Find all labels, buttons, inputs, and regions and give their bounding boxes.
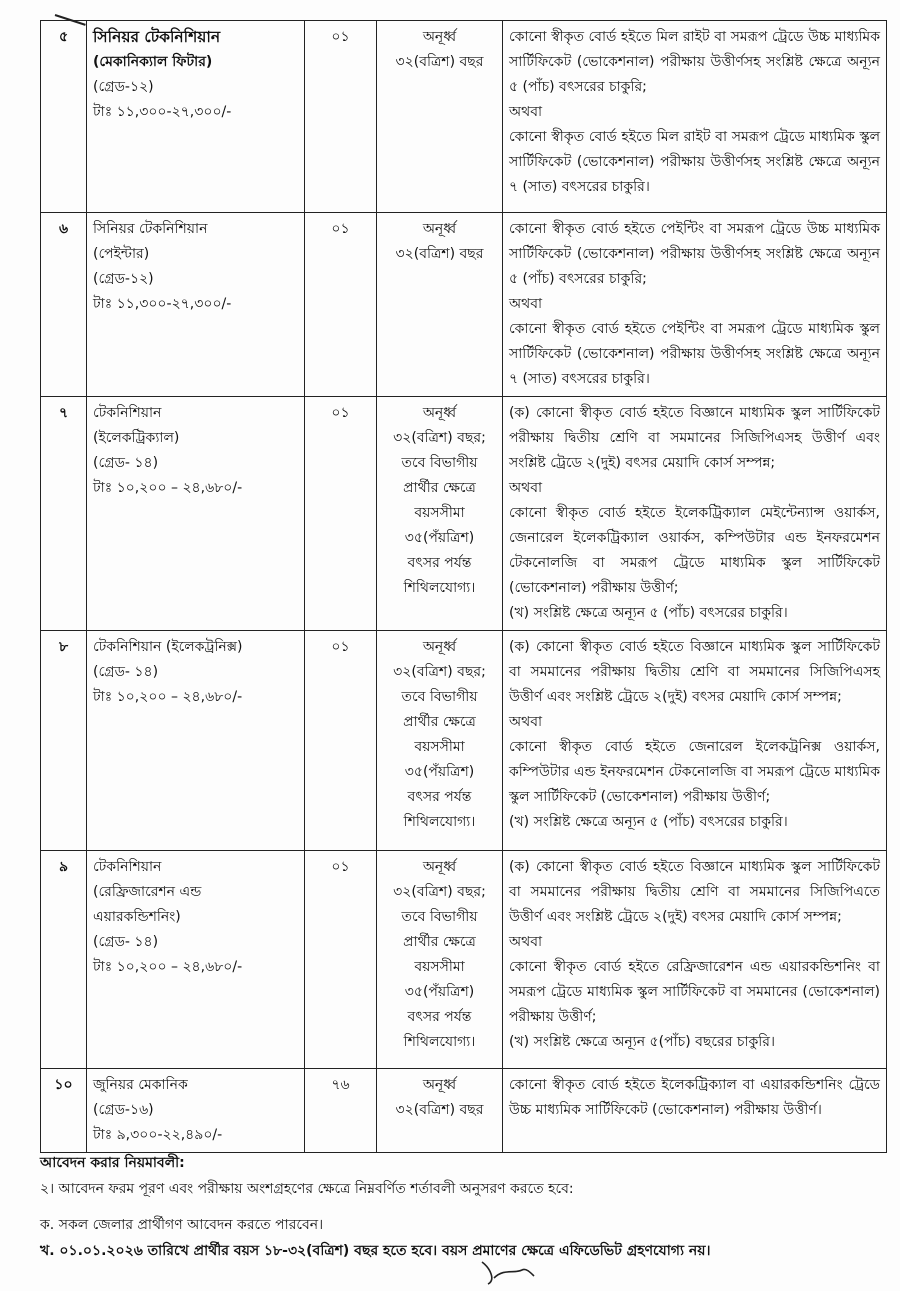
qualification-experience: (খ) সংশ্লিষ্ট ক্ষেত্রে অন্যূন ৫(পাঁচ) বছরের চাকুরি। — [509, 1034, 776, 1050]
age-limit-line: প্রার্থীর ক্ষেত্রে — [403, 480, 476, 496]
post-grade: (গ্রেড- ১৪) — [93, 664, 159, 680]
age-limit-line: অনূর্ধ্ব — [422, 1077, 457, 1093]
table-row — [41, 397, 887, 631]
age-limit-line: ৩২(বত্রিশ) বছর — [395, 1102, 484, 1118]
age-limit-line: অনূর্ধ্ব — [422, 859, 457, 875]
qualification-text: কোনো স্বীকৃত বোর্ড হইতে পেইন্টিং বা সমরূপ ট্রেডে উচ্চ মাধ্যমিক সার্টিফিকেট (ভোকেশনাল) পরীক্ষায় উত্তীর্ণসহ সংশ্লিষ্ট ক্ষেত্রে অন্যূন ৫ (পাঁচ) বৎসরের চাকুরি; — [509, 221, 880, 287]
age-limit-line: ৩২(বত্রিশ) বছর; — [393, 884, 486, 900]
age-limit-line: ৩৫(পঁয়ত্রিশ) — [404, 984, 475, 1000]
rules-line: ২। আবেদন ফরম পূরণ এবং পরীক্ষায় অংশগ্রহণের ক্ষেত্রে নিম্নবর্ণিত শর্তাবলী অনুসরণ করতে হবে: — [40, 1181, 574, 1197]
post-grade: (গ্রেড- ১৪) — [93, 934, 159, 950]
job-table-body — [41, 21, 887, 1153]
qualification-experience: (খ) সংশ্লিষ্ট ক্ষেত্রে অন্যূন ৫ (পাঁচ) বৎসরের চাকুরি। — [509, 605, 788, 621]
age-limit-cell — [377, 631, 503, 851]
qualification-or: অথবা — [509, 480, 543, 496]
age-limit-cell — [377, 851, 503, 1069]
qualification-text: কোনো স্বীকৃত বোর্ড হইতে মিল রাইট বা সমরূপ ট্রেডে উচ্চ মাধ্যমিক সার্টিফিকেট (ভোকেশনাল) পরীক্ষায় উত্তীর্ণসহ সংশ্লিষ্ট ক্ষেত্রে অন্যূন ৫ (পাঁচ) বৎসরের চাকুরি; — [509, 29, 880, 95]
post-grade: (গ্রেড- ১৪) — [93, 455, 159, 471]
post-title: টেকনিশিয়ান — [93, 859, 162, 875]
post-count: ০১ — [305, 21, 377, 213]
age-limit-line: বৎসর পর্যন্ত — [407, 555, 472, 571]
post-cell — [87, 397, 305, 631]
post-count: ০১ — [305, 851, 377, 1069]
post-pay-scale: টাঃ ১০,২০০ – ২৪,৬৮০/- — [93, 480, 243, 496]
qualification-cell — [503, 213, 887, 397]
application-rules — [40, 1150, 886, 1264]
post-count: ০১ — [305, 631, 377, 851]
qualification-experience: (খ) সংশ্লিষ্ট ক্ষেত্রে অন্যূন ৫ (পাঁচ) বৎসরের চাকুরি। — [509, 814, 788, 830]
qualification-text: (ক) কোনো স্বীকৃত বোর্ড হইতে বিজ্ঞানে মাধ্যমিক স্কুল সার্টিফিকেট পরীক্ষায় দ্বিতীয় শ্রেণি বা সমমানের সিজিপিএসহ উত্তীর্ণ এবং সংশ্লিষ্ট ট্রেডে ২(দুই) বৎসর মেয়াদি কোর্স সম্পন্ন; — [509, 405, 880, 471]
age-limit-line: শিথিলযোগ্য। — [403, 814, 476, 830]
qualification-or: অথবা — [509, 934, 543, 950]
post-title: জুনিয়র মেকানিক — [93, 1077, 188, 1093]
post-subtitle: (পেইন্টার) — [93, 246, 150, 262]
serial-number: ৭ — [41, 397, 87, 631]
age-limit-line: তবে বিভাগীয় — [401, 909, 478, 925]
post-cell — [87, 631, 305, 851]
signature-mark — [478, 1258, 538, 1288]
age-limit-line: শিথিলযোগ্য। — [403, 580, 476, 596]
post-cell — [87, 213, 305, 397]
qualification-text: কোনো স্বীকৃত বোর্ড হইতে মিল রাইট বা সমরূপ ট্রেডে মাধ্যমিক স্কুল সার্টিফিকেট (ভোকেশনাল) পরীক্ষায় উত্তীর্ণসহ সংশ্লিষ্ট ক্ষেত্রে অন্যূন ৭ (সাত) বৎসরের চাকুরি। — [509, 129, 880, 195]
qualification-cell — [503, 1069, 887, 1153]
qualification-or: অথবা — [509, 296, 543, 312]
age-limit-line: শিথিলযোগ্য। — [403, 1034, 476, 1050]
qualification-cell — [503, 397, 887, 631]
post-pay-scale: টাঃ ১০,২০০ – ২৪,৬৮০/- — [93, 959, 243, 975]
post-count: ০১ — [305, 213, 377, 397]
post-count: ৭৬ — [305, 1069, 377, 1153]
qualification-text: (ক) কোনো স্বীকৃত বোর্ড হইতে বিজ্ঞানে মাধ্যমিক স্কুল সার্টিফিকেট বা সমমানের পরীক্ষায় দ্বিতীয় শ্রেণি বা সমমানের সিজিপিএসহ উত্তীর্ণ এবং সংশ্লিষ্ট ট্রেডে ২(দুই) বৎসর মেয়াদি কোর্স সম্পন্ন; — [509, 639, 880, 705]
age-limit-line: বয়সসীমা — [414, 505, 465, 521]
age-limit-line: বয়সসীমা — [414, 959, 465, 975]
serial-number: ১০ — [41, 1069, 87, 1153]
age-limit-line: অনূর্ধ্ব — [422, 639, 457, 655]
age-limit-line: ৩২(বত্রিশ) বছর; — [393, 430, 486, 446]
post-count: ০১ — [305, 397, 377, 631]
post-subtitle: (মেকানিক্যাল ফিটার) — [93, 54, 213, 70]
rules-item: খ. ০১.০১.২০২৬ তারিখে প্রার্থীর বয়স ১৮-৩২(বত্রিশ) বছর হতে হবে। বয়স প্রমাণের ক্ষেত্রে এফিডেভিট গ্রহণযোগ্য নয়। — [40, 1243, 711, 1259]
table-row — [41, 213, 887, 397]
age-limit-cell — [377, 21, 503, 213]
age-limit-line: ৩৫(পঁয়ত্রিশ) — [404, 764, 475, 780]
age-limit-line: প্রার্থীর ক্ষেত্রে — [403, 934, 476, 950]
post-cell — [87, 851, 305, 1069]
rules-item: ক. সকল জেলার প্রার্থীগণ আবেদন করতে পারবেন। — [40, 1217, 324, 1233]
age-limit-line: অনূর্ধ্ব — [422, 29, 457, 45]
qualification-cell — [503, 21, 887, 213]
age-limit-cell — [377, 1069, 503, 1153]
post-grade: (গ্রেড-১৬) — [93, 1102, 154, 1118]
post-title: সিনিয়র টেকনিশিয়ান — [93, 28, 221, 46]
age-limit-line: তবে বিভাগীয় — [401, 689, 478, 705]
table-row — [41, 21, 887, 213]
job-table — [40, 20, 887, 1153]
age-limit-cell — [377, 213, 503, 397]
table-row — [41, 851, 887, 1069]
age-limit-line: ৩২(বত্রিশ) বছর — [395, 246, 484, 262]
post-subtitle: (ইলেকট্রিক্যাল) — [93, 430, 180, 446]
post-grade: (গ্রেড-১২) — [93, 79, 154, 95]
rules-heading: আবেদন করার নিয়মাবলী: — [40, 1155, 185, 1171]
post-title: টেকনিশিয়ান (ইলেকট্রনিক্স) — [93, 639, 243, 655]
post-grade: (গ্রেড-১২) — [93, 271, 154, 287]
post-cell — [87, 1069, 305, 1153]
post-cell — [87, 21, 305, 213]
serial-number: ৬ — [41, 213, 87, 397]
table-row — [41, 1069, 887, 1153]
age-limit-cell — [377, 397, 503, 631]
age-limit-line: অনূর্ধ্ব — [422, 221, 457, 237]
age-limit-line: ৩৫(পঁয়ত্রিশ) — [404, 530, 475, 546]
age-limit-line: বয়সসীমা — [414, 739, 465, 755]
age-limit-line: ৩২(বত্রিশ) বছর — [395, 54, 484, 70]
qualification-text: কোনো স্বীকৃত বোর্ড হইতে পেইন্টিং বা সমরূপ ট্রেডে মাধ্যমিক স্কুল সার্টিফিকেট (ভোকেশনাল) পরীক্ষায় উত্তীর্ণসহ সংশ্লিষ্ট ক্ষেত্রে অন্যূন ৭ (সাত) বৎসরের চাকুরি। — [509, 321, 880, 387]
qualification-text: কোনো স্বীকৃত বোর্ড হইতে রেফ্রিজারেশন এন্ড এয়ারকন্ডিশনিং বা সমরূপ ট্রেডে মাধ্যমিক স্কুল সার্টিফিকেট বা সমমানের (ভোকেশনাল) পরীক্ষায় উত্তীর্ণ; — [509, 959, 880, 1025]
age-limit-line: তবে বিভাগীয় — [401, 455, 478, 471]
qualification-text: (ক) কোনো স্বীকৃত বোর্ড হইতে বিজ্ঞানে মাধ্যমিক স্কুল সার্টিফিকেট বা সমমানের পরীক্ষায় দ্বিতীয় শ্রেণি বা সমমানের সিজিপিএতে উত্তীর্ণ এবং সংশ্লিষ্ট ট্রেডে ২(দুই) বৎসর মেয়াদি কোর্স সম্পন্ন; — [509, 859, 880, 925]
post-pay-scale: টাঃ ১০,২০০ – ২৪,৬৮০/- — [93, 689, 243, 705]
post-pay-scale: টাঃ ৯,৩০০-২২,৪৯০/- — [93, 1127, 223, 1143]
table-row — [41, 631, 887, 851]
qualification-or: অথবা — [509, 104, 543, 120]
qualification-or: অথবা — [509, 714, 543, 730]
serial-number: ৯ — [41, 851, 87, 1069]
age-limit-line: ৩২(বত্রিশ) বছর; — [393, 664, 486, 680]
age-limit-line: বৎসর পর্যন্ত — [407, 1009, 472, 1025]
serial-number: ৫ — [41, 21, 87, 213]
serial-number: ৮ — [41, 631, 87, 851]
qualification-cell — [503, 631, 887, 851]
age-limit-line: প্রার্থীর ক্ষেত্রে — [403, 714, 476, 730]
qualification-text: কোনো স্বীকৃত বোর্ড হইতে ইলেকট্রিক্যাল বা এয়ারকন্ডিশনিং ট্রেডে উচ্চ মাধ্যমিক সার্টিফিকেট (ভোকেশনাল) পরীক্ষায় উত্তীর্ণ। — [509, 1077, 880, 1118]
post-pay-scale: টাঃ ১১,৩০০-২৭,৩০০/- — [93, 104, 232, 120]
post-pay-scale: টাঃ ১১,৩০০-২৭,৩০০/- — [93, 296, 232, 312]
post-title: সিনিয়র টেকনিশিয়ান — [93, 221, 208, 237]
post-subtitle: এয়ারকন্ডিশনিং) — [93, 909, 181, 925]
post-subtitle: (রেফ্রিজারেশন এন্ড — [93, 884, 202, 900]
qualification-cell — [503, 851, 887, 1069]
qualification-text: কোনো স্বীকৃত বোর্ড হইতে জেনারেল ইলেকট্রনিক্স ওয়ার্কস, কম্পিউটার এন্ড ইনফরমেশন টেকনোলজি বা সমরূপ ট্রেডে মাধ্যমিক স্কুল সার্টিফিকেট (ভোকেশনাল) পরীক্ষায় উত্তীর্ণ; — [509, 739, 880, 805]
age-limit-line: বৎসর পর্যন্ত — [407, 789, 472, 805]
post-title: টেকনিশিয়ান — [93, 405, 162, 421]
age-limit-line: অনূর্ধ্ব — [422, 405, 457, 421]
qualification-text: কোনো স্বীকৃত বোর্ড হইতে ইলেকট্রিক্যাল মেইন্টেন্যান্স ওয়ার্কস, জেনারেল ইলেকট্রিক্যাল ওয়ার্কস, কম্পিউটার এন্ড ইনফরমেশন টেকনোলজি বা সমরূপ ট্রেডে মাধ্যমিক স্কুল সার্টিফিকেট (ভোকেশনাল) পরীক্ষায় উত্তীর্ণ; — [509, 505, 880, 596]
